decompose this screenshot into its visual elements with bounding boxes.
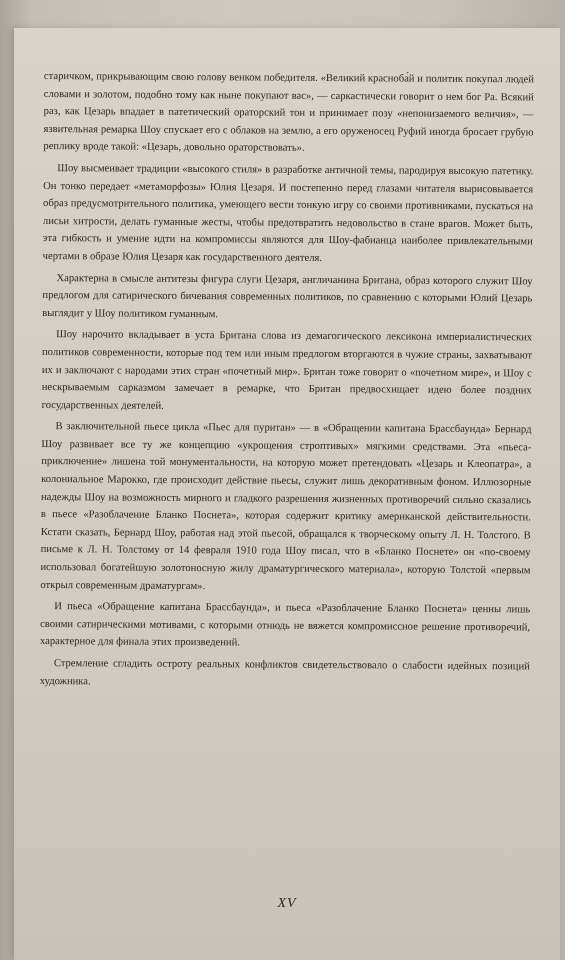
book-page	[14, 28, 560, 960]
paragraph: В заключительной пьесе цикла «Пьес для пуритан» — в «Обращении капитана Брассбаунда» Бернард Шоу развивает все ту же концепцию «укрощения строптивых» мягкими средствами. Эта «пьеса-приключение» лишена той монументальности, на которую может претендовать «Цезарь и Клеопатра», а колониальное Марокко, где происходит действие пьесы, служит лишь декоративным фоном. Иллюзорные надежды Шоу на возможность мирного и гладкого разрешения жизненных противоречий сильно сказались в пьесе «Разоблачение Бланко Поснета», которая содержит критику американской действительности. Кстати сказать, Бернард Шоу, работая над этой пьесой, обращался к творческому опыту Л. Н. Толстого. В письме к Л. Н. Толстому от 14 февраля 1910 года Шоу писал, что в «Бланко Поснете» он «по-своему использовал богатейшую золотоносную жилу драматургического материала», которую Толстой «первым открыл современным драматургам».	[40, 421, 532, 592]
paragraph: старичком, прикрывающим свою голову венком победителя. «Великий красноба́й и политик покупал людей словами и золотом, подобно тому как ныне покупают вас», — саркастически говорит о нем бог Ра. Всякий раз, как Цезарь впадает в патетический ораторский тон и принимает позу «непонизаемого величия», — язвительная ремарка Шоу спускает его с облаков на землю, а его оруженосец Руфий иногда бросает грубую реплику вроде такой: «Цезарь, довольно ораторствовать».	[43, 70, 534, 155]
page-text	[40, 68, 534, 698]
paragraph: Стремление сгладить остроту реальных конфликтов свидетельствовало о слабости идейных позиций художника.	[39, 658, 530, 687]
paragraph: И пьеса «Обращение капитана Брассбаунда», и пьеса «Разоблачение Бланко Поснета» ценны лишь своими сатирическими мотивами, с которыми отнюдь не вяжется компромиссное решение противоречий, характерное для финала этих произведений.	[39, 601, 531, 649]
paragraph: Шоу нарочито вкладывает в уста Британа слова из демагогического лексикона империалистических политиков современности, которые под тем или иным предлогом вторгаются в чужие страны, захватывают их и заключают с народами этих стран «почетный мир». Британ тоже говорит о «почетном мире», и Шоу с нескрываемым сарказмом замечает в ремарке, что Британ предвосхищает идею более поздних государственных деятелей.	[41, 329, 533, 412]
page-number: XV	[277, 896, 297, 911]
paragraph: Шоу высмеивает традиции «высокого стиля» в разработке античной темы, пародируя высокую патетику. Он тонко передает «метаморфозы» Юлия Цезаря. И постепенно перед глазами читателя вырисовывается образ предусмотрительного политика, умеющего вести тонкую игру со своими противниками, пускаться на лисьи хитрости, делать гуманные жесты, чтобы предотвратить недовольство в стане врагов. Может быть, эта гибкость и умение идти на компромиссы являются для Шоу-фабианца наиболее привлекательными чертами в образе Юлия Цезаря как государственного деятеля.	[42, 163, 534, 264]
paragraph: Характерна в смысле антитезы фигура слуги Цезаря, англичанина Британа, образ которого служит Шоу предлогом для сатирического бичевания современных политиков, по сравнению с которыми Юлий Цезарь выглядит у Шоу политиком гуманным.	[42, 272, 533, 320]
